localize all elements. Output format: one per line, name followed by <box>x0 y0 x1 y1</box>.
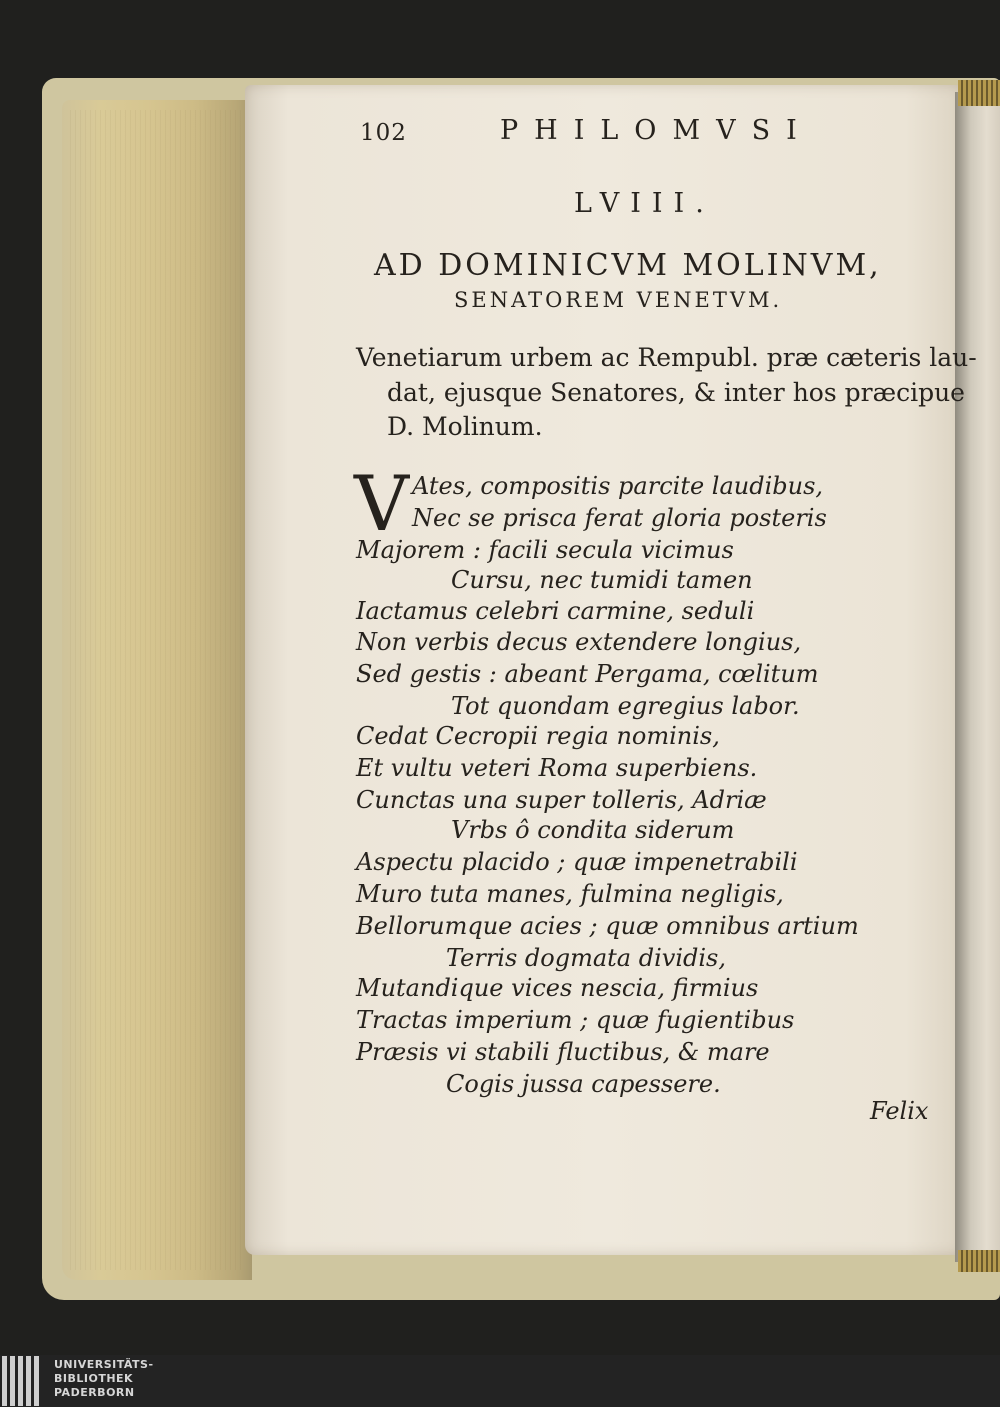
verse-line: Tot quondam egregius labor. <box>451 692 800 720</box>
drop-cap: V <box>354 459 409 548</box>
verse-line: Tractas imperium ; quæ fugientibus <box>356 1006 795 1034</box>
verse-line: Cursu, nec tumidi tamen <box>451 566 753 594</box>
verse-line: Cunctas una super tolleris, Adriæ <box>356 786 767 814</box>
verse-line: Et vultu veteri Roma superbiens. <box>356 754 758 782</box>
verse-line: Majorem : facili secula vicimus <box>356 536 734 564</box>
poem-subtitle: SENATOREM VENETVM. <box>454 288 783 312</box>
poem-title: AD DOMINICVM MOLINVM, <box>374 248 882 283</box>
verse-line: Muro tuta manes, fulmina negligis, <box>356 880 784 908</box>
library-logo-icon <box>2 1356 44 1406</box>
verse-line: Iactamus celebri carmine, seduli <box>356 597 755 625</box>
verse-line: Aspectu placido ; quæ impenetrabili <box>356 848 798 876</box>
running-head: PHILOMVSI <box>500 115 813 146</box>
verse-line: Terris dogmata dividis, <box>446 944 726 972</box>
library-name-line3: PADERBORN <box>54 1386 135 1399</box>
verse-line: Mutandique vices nescia, firmius <box>356 974 759 1002</box>
verse-line: Nec se prisca ferat gloria posteris <box>412 504 827 532</box>
poem-number: LVIII. <box>574 188 715 219</box>
verse-line: Non verbis decus extendere longius, <box>356 628 802 656</box>
library-name-line1: UNIVERSITÄTS- <box>54 1358 154 1371</box>
page-number: 102 <box>360 120 407 146</box>
page-edges <box>70 110 245 1270</box>
tailband <box>958 1250 1000 1272</box>
argument-line: D. Molinum. <box>387 412 543 441</box>
book-gutter <box>955 92 1000 1262</box>
headband <box>958 80 1000 106</box>
argument-line: Venetiarum urbem ac Rempubl. præ cæteris lau- <box>356 343 977 372</box>
verse-line: Ates, compositis parcite laudibus, <box>412 472 824 500</box>
verse-line: Cedat Cecropii regia nominis, <box>356 722 720 750</box>
verse-line: Cogis jussa capessere. <box>446 1070 721 1098</box>
verse-line: Sed gestis : abeant Pergama, cœlitum <box>356 660 819 688</box>
verse-line: Vrbs ô condita siderum <box>451 816 735 844</box>
verse-line: Præsis vi stabili fluctibus, & mare <box>356 1038 770 1066</box>
argument-line: dat, ejusque Senatores, & inter hos præcipue <box>387 378 965 407</box>
verse-line: Bellorumque acies ; quæ omnibus artium <box>356 912 859 940</box>
catchword: Felix <box>870 1097 929 1125</box>
library-name-line2: BIBLIOTHEK <box>54 1372 134 1385</box>
